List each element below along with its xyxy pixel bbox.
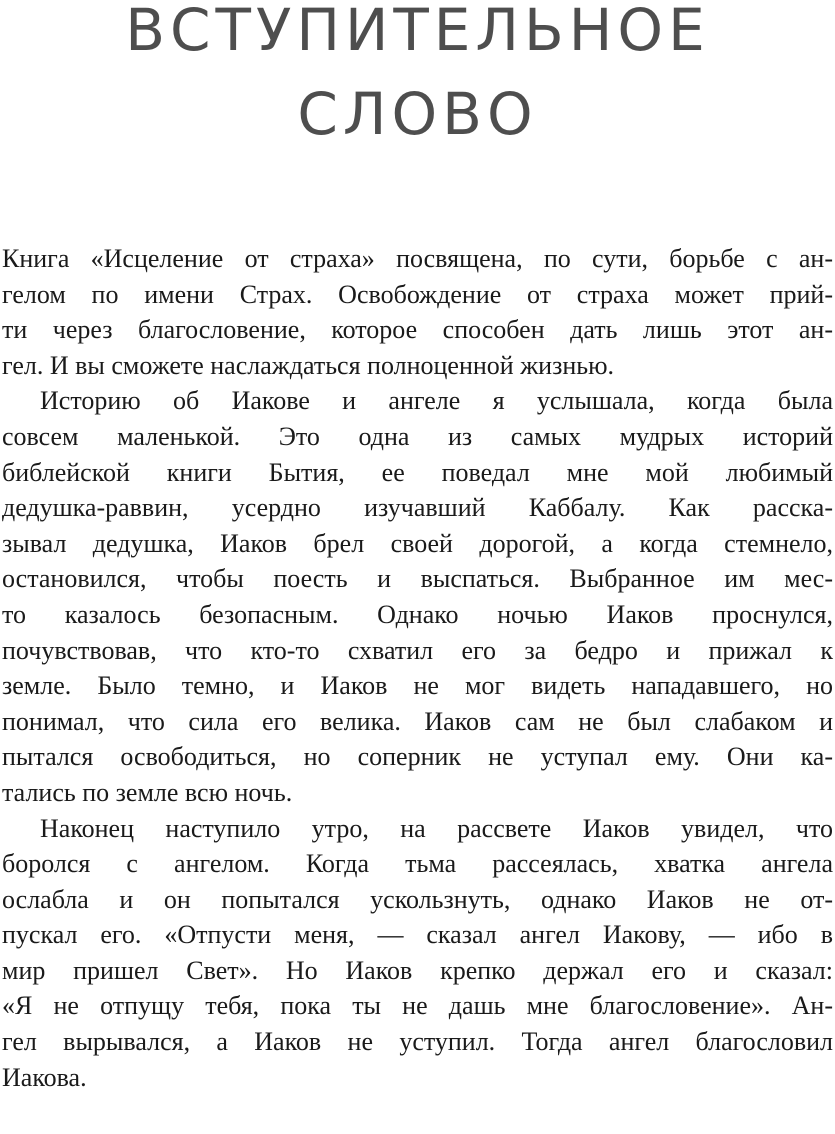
text-line: дедушка-раввин, усердно изучавший Каббалу. Как расска- xyxy=(2,493,833,523)
text-line: остановился, чтобы поесть и выспаться. Выбранное им мес- xyxy=(2,564,833,594)
text-line: гел вырывался, а Иаков не уступил. Тогда ангел благословил xyxy=(2,1027,833,1057)
text-line: Наконец наступило утро, на рассвете Иаков увидел, что xyxy=(40,813,833,843)
text-line: боролся с ангелом. Когда тьма рассеялась, хватка ангела xyxy=(2,849,833,879)
text-line: Иакова. xyxy=(2,1062,87,1092)
text-line: пытался освободиться, но соперник не уступал ему. Они ка- xyxy=(2,742,833,772)
text-line: земле. Было темно, и Иаков не мог видеть нападавшего, но xyxy=(2,671,833,701)
paragraph-2 xyxy=(2,383,833,810)
text-line: Историю об Иакове и ангеле я услышала, когда была xyxy=(40,386,833,416)
text-line: гел. И вы сможете наслаждаться полноценной жизнью. xyxy=(2,350,615,380)
text-line: ослабла и он попытался ускользнуть, однако Иаков не от- xyxy=(2,884,833,914)
text-line: «Я не отпущу тебя, пока ты не дашь мне благословение». Ан- xyxy=(2,991,833,1021)
paragraph-1 xyxy=(2,241,833,383)
chapter-title xyxy=(0,0,835,156)
text-line: Книга «Исцеление от страха» посвящена, по сути, борьбе с ан- xyxy=(2,244,833,273)
text-line: пускал его. «Отпусти меня, — сказал ангел Иакову, — ибо в xyxy=(2,920,833,950)
text-line: то казалось безопасным. Однако ночью Иаков проснулся, xyxy=(2,599,833,629)
chapter-title-line-2: СЛОВО xyxy=(297,80,538,148)
text-line: гелом по имени Страх. Освобождение от страха может прий- xyxy=(2,279,833,309)
text-line: ти через благословение, которое способен дать лишь этот ан- xyxy=(2,315,833,345)
text-line: зывал дедушка, Иаков брел своей дорогой, а когда стемнело, xyxy=(2,528,833,558)
text-line: мир пришел Свет». Но Иаков крепко держал его и сказал: xyxy=(2,955,833,985)
paragraph-3 xyxy=(2,811,833,1096)
text-line: понимал, что сила его велика. Иаков сам не был слабаком и xyxy=(2,706,833,736)
text-line: почувствовав, что кто-то схватил его за бедро и прижал к xyxy=(2,635,833,665)
text-line: тались по земле всю ночь. xyxy=(2,777,293,807)
text-line: совсем маленькой. Это одна из самых мудрых историй xyxy=(2,421,833,451)
chapter-body xyxy=(2,241,833,1095)
text-line: библейской книги Бытия, ее поведал мне мой любимый xyxy=(2,457,833,487)
chapter-title-line-1: ВСТУПИТЕЛЬНОЕ xyxy=(125,0,710,64)
